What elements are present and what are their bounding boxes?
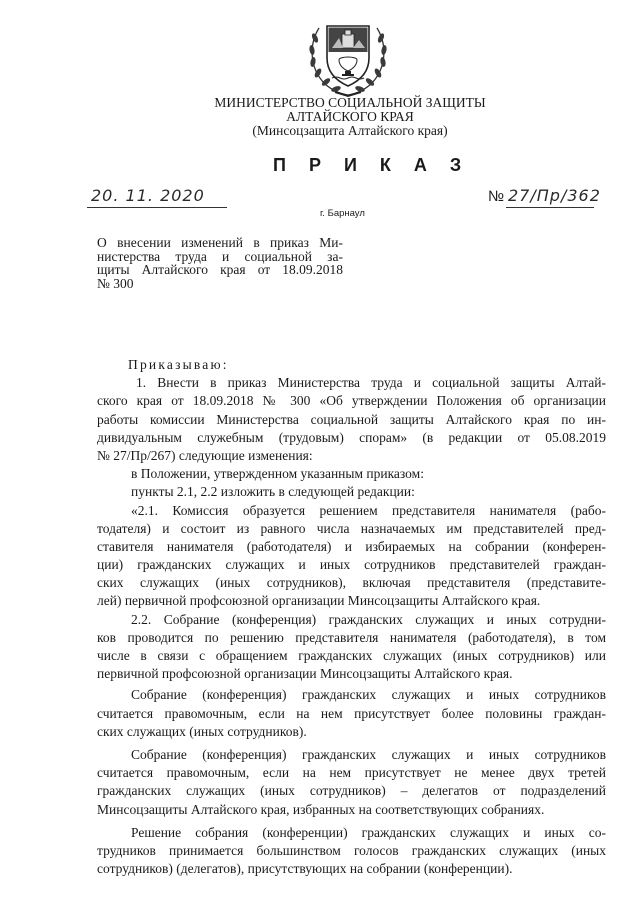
order-number-handwritten: 27/Пр/362 <box>508 186 601 205</box>
paragraph-line: Собрание (конференция) гражданских служащих и иных сотрудников <box>131 746 606 762</box>
paragraph-line: Минсоцзащиты Алтайского края, избранных на соответствующих собраниях. <box>97 801 545 817</box>
order-number-field <box>488 186 601 208</box>
number-underline <box>506 207 594 208</box>
altai-krai-coat-of-arms-icon <box>305 18 391 98</box>
paragraph-line: ции) гражданских служащих и иных сотрудников представителей граждан- <box>97 557 606 573</box>
paragraph-line: первичной профсоюзной организации Минсоцзащиты Алтайского края. <box>97 666 513 682</box>
subject-line: № 300 <box>97 275 134 291</box>
paragraph-line: ставителя нанимателя (работодателя) и избираемых на собрании (конферен- <box>97 538 606 554</box>
ministry-name-line-2: АЛТАЙСКОГО КРАЯ <box>286 109 414 124</box>
paragraph-line: «2.1. Комиссия образуется решением представителя нанимателя (рабо- <box>131 502 606 518</box>
paragraph-line: 2.2. Собрание (конференция) гражданских служащих и иных сотрудни- <box>131 611 606 627</box>
ministry-short-name: (Минсоцзащита Алтайского края) <box>252 123 448 138</box>
date-underline <box>87 207 227 208</box>
paragraph-line: № 27/Пр/267) следующие изменения: <box>97 447 313 463</box>
paragraph-line: ских служащих (иных сотрудников), включая представителя (представите- <box>97 575 606 591</box>
number-sign: № <box>488 188 505 205</box>
order-word: Приказываю: <box>128 357 229 372</box>
paragraph-line: считается правомочным, если на нем присутствует более половины граждан- <box>97 705 606 721</box>
paragraph-line: тодателя) и состоит из равного числа назначаемых им представителей пред- <box>97 520 606 536</box>
paragraph-line: ских служащих (иных сотрудников). <box>97 723 307 739</box>
paragraph-line: лей) первичной профсоюзной организации Минсоцзащиты Алтайского края. <box>97 593 541 609</box>
order-body <box>97 356 606 878</box>
paragraph-line: сотрудников) (делегатов), присутствующих на собрании (конференции). <box>97 861 513 877</box>
paragraph-line: 1. Внести в приказ Министерства труда и социальной защиты Алтай- <box>136 375 606 391</box>
paragraph-line: Собрание (конференция) гражданских служащих и иных сотрудников <box>131 687 606 703</box>
subject-line: щиты Алтайского края от 18.09.2018 <box>97 262 343 277</box>
order-subject <box>97 236 343 290</box>
order-date-field <box>87 186 227 208</box>
paragraph-line: числе в связи с обращением гражданских служащих (иных сотрудников) или <box>97 648 606 663</box>
paragraph-line: работы комиссии Министерства социальной защиты Алтайского края по ин- <box>97 411 606 427</box>
paragraph-line: Решение собрания (конференции) гражданских служащих и иных со- <box>131 824 606 840</box>
paragraph-line: гражданских служащих (иных сотрудников) – делегатов от подразделений <box>97 783 606 799</box>
document-type-title: П Р И К А З <box>273 155 471 175</box>
ministry-name-line-1: МИНИСТЕРСТВО СОЦИАЛЬНОЙ ЗАЩИТЫ <box>214 95 486 110</box>
city-label: г. Барнаул <box>320 208 365 219</box>
subject-line: О внесении изменений в приказ Ми- <box>97 235 343 250</box>
paragraph-line: в Положении, утвержденном указанным приказом: <box>131 466 424 482</box>
paragraph-line: дивидуальным служебным (трудовым) спорам» (в редакции от 05.08.2019 <box>97 429 606 445</box>
paragraph-line: пункты 2.1, 2.2 изложить в следующей редакции: <box>131 484 415 500</box>
paragraph-line: ков проводится по решению представителя нанимателя (работодателя), в том <box>97 629 606 645</box>
subject-line: нистерства труда и социальной за- <box>97 248 343 264</box>
paragraph-line: трудников принимается большинством голосов гражданских служащих (иных <box>97 842 606 858</box>
paragraph-line: ского края от 18.09.2018 № 300 «Об утверждении Положения об организации <box>97 393 606 409</box>
order-date-handwritten: 20. 11. 2020 <box>91 186 205 205</box>
paragraph-line: считается правомочным, если на нем присутствует не менее двух третей <box>97 765 606 781</box>
